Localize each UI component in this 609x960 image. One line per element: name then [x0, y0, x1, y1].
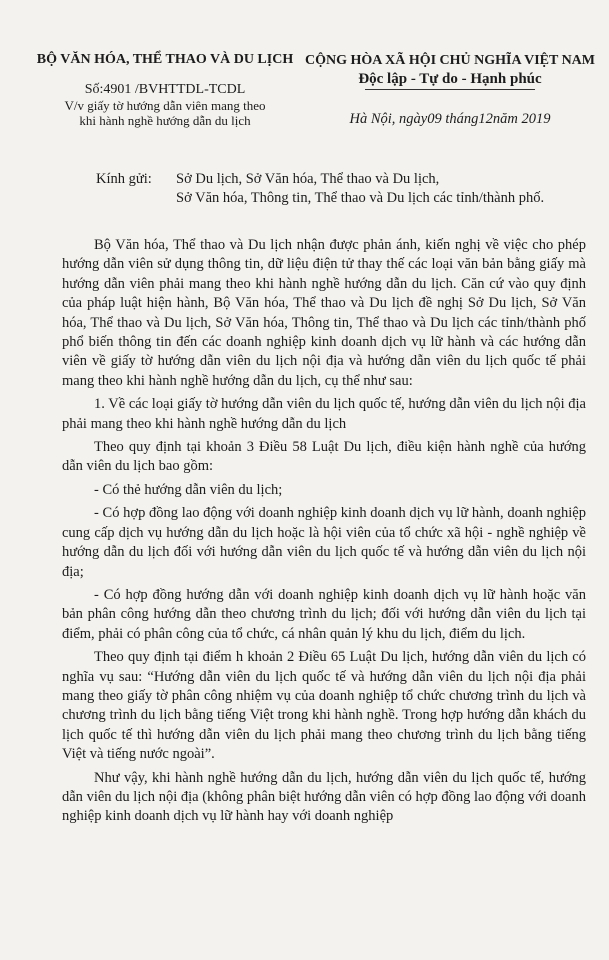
recipients-line-1: Sở Du lịch, Sở Văn hóa, Thể thao và Du lịch,	[176, 171, 440, 187]
list-item: - Có hợp đồng lao động với doanh nghiệp kinh doanh dịch vụ lữ hành, doanh nghiệp cung cấp dịch vụ hướng dẫn du lịch hoặc là hội viên của tổ chức xã hội - nghề nghiệp về hướng dẫn du lịch đối với hướng dẫn viên du lịch quốc tế và hướng dẫn viên du lịch nội địa;	[62, 505, 586, 580]
recipients-label: Kính gửi:	[96, 171, 152, 187]
national-motto: Độc lập - Tự do - Hạnh phúc	[358, 71, 542, 87]
document-number: Số:4901 /BVHTTDL-TCDL	[84, 82, 246, 97]
recipients-line-2: Sở Văn hóa, Thông tin, Thể thao và Du lịch các tỉnh/thành phố.	[176, 190, 545, 206]
list-item: - Có hợp đồng hướng dẫn với doanh nghiệp kinh doanh dịch vụ lữ hành hoặc văn bản phân công hướng dẫn theo chương trình du lịch; đối với hướng dẫn viên du lịch tại điểm, phải có phân công của tổ chức, cá nhân quản lý khu du lịch, điểm du lịch.	[62, 586, 586, 642]
subject-line-2: khi hành nghề hướng dẫn du lịch	[79, 113, 251, 128]
issuer-block	[30, 52, 300, 128]
subject-line-1: V/v giấy tờ hướng dẫn viên mang theo	[64, 98, 266, 113]
nation-title: CỘNG HÒA XÃ HỘI CHỦ NGHĨA VIỆT NAM	[304, 53, 595, 68]
ministry-name: BỘ VĂN HÓA, THỂ THAO VÀ DU LỊCH	[36, 52, 294, 67]
document-body	[62, 236, 586, 831]
place-date: Hà Nội, ngày09 tháng12năm 2019	[349, 111, 551, 127]
section-heading: 1. Về các loại giấy tờ hướng dẫn viên du lịch quốc tế, hướng dẫn viên du lịch nội địa phải mang theo khi hành nghề hướng dẫn du lịch	[62, 396, 586, 432]
body-paragraph: Theo quy định tại khoản 3 Điều 58 Luật Du lịch, điều kiện hành nghề của hướng dẫn viên du lịch bao gồm:	[62, 439, 586, 475]
body-paragraph: Theo quy định tại điểm h khoản 2 Điều 65 Luật Du lịch, hướng dẫn viên du lịch có nghĩa vụ sau: “Hướng dẫn viên du lịch quốc tế và hướng dẫn viên du lịch nội địa phải mang theo giấy tờ phân công nhiệm vụ của doanh nghiệp tổ chức chương trình du lịch và chương trình du lịch bằng tiếng Việt trong khi hành nghề. Trong hợp hướng dẫn khách du lịch quốc tế thì hướng dẫn viên du lịch phải mang theo chương trình du lịch bằng tiếng Việt và tiếng nước ngoài”.	[62, 649, 586, 763]
national-header-block	[300, 52, 600, 128]
recipients-block	[96, 170, 596, 208]
list-item: - Có thẻ hướng dẫn viên du lịch;	[94, 481, 283, 498]
body-paragraph: Bộ Văn hóa, Thể thao và Du lịch nhận được phản ánh, kiến nghị về việc cho phép hướng dẫn viên sử dụng thông tin, dữ liệu điện tử thay thế các loại văn bản bằng giấy mà hướng dẫn viên phải mang theo khi hành nghề hướng dẫn du lịch. Căn cứ vào quy định của pháp luật hiện hành, Bộ Văn hóa, Thể thao và Du lịch đề nghị Sở Du lịch, Sở Văn hóa, Thể thao và Du lịch, Sở Văn hóa, Thông tin, Thể thao và Du lịch các tỉnh/thành phố phổ biến thông tin đến các doanh nghiệp kinh doanh dịch vụ lữ hành và các hướng dẫn viên về giấy tờ hướng dẫn viên du lịch nội địa và hướng dẫn viên du lịch quốc tế phải mang theo khi hành nghề hướng dẫn du lịch, cụ thể như sau:	[62, 237, 586, 389]
motto-underline	[365, 89, 535, 90]
body-paragraph: Như vậy, khi hành nghề hướng dẫn du lịch, hướng dẫn viên du lịch quốc tế, hướng dẫn viên du lịch nội địa (không phân biệt hướng dẫn viên có hợp đồng lao động với doanh nghiệp kinh doanh dịch vụ lữ hành hay với doanh nghiệp	[62, 769, 586, 825]
